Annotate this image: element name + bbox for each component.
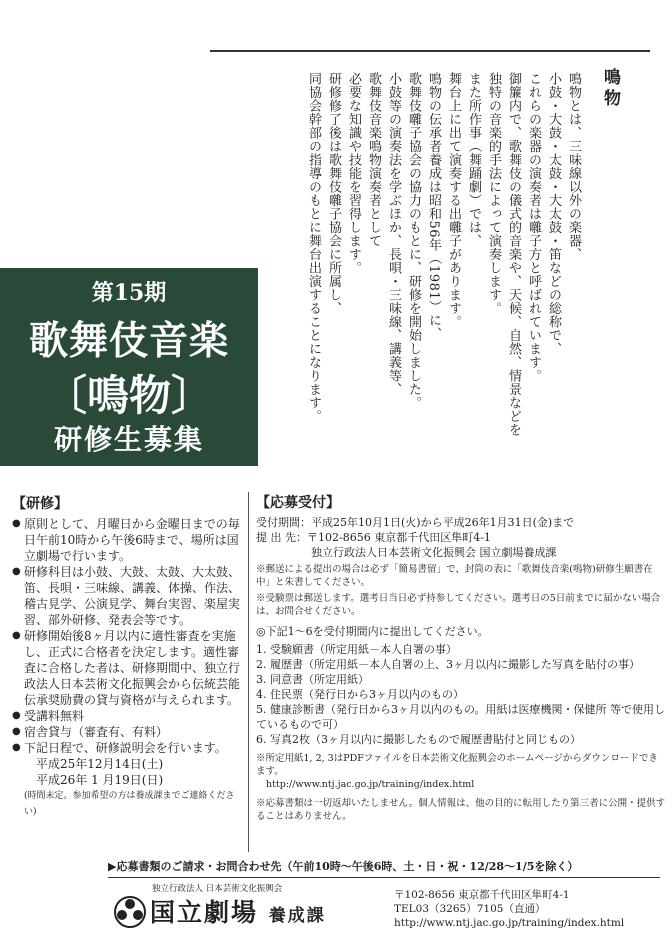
privacy-note: ※応募書類は一切返却いたしません。個人情報は、他の目的に転用したり第三者に公開・提供することはありません。 — [256, 798, 666, 822]
training-item: ● 下記日程で、研修説明会を行います。 — [12, 740, 242, 756]
footer-address-block — [394, 888, 624, 930]
period-value: 平成25年10月1日(火)から平成26年1月31日(金)まで — [311, 516, 575, 529]
period-label: 受付期間： — [256, 516, 311, 529]
banner-subtitle: 〔鳴物〕 — [44, 371, 213, 420]
dest-org: 独立行政法人日本芸術文化振興会 国立劇場養成課 — [311, 546, 557, 559]
contact-bar: ▶応募書類のご請求・お問合わせ先（午前10時〜午後6時、土・日・祝・12/28〜1/5を除く） — [108, 857, 660, 877]
training-item: ● 研修科目は小鼓、大鼓、太鼓、大太鼓、笛、長唄・三味線、講義、体操、作法、稽古見学、公演見学、舞台実習、楽屋実習、部外研修、発表会等です。 — [12, 564, 242, 628]
dest-label: 提 出 先： — [256, 531, 307, 544]
briefing-note: (時間未定。参加希望の方は養成課までご連絡ください) — [24, 791, 235, 817]
narimono-line: 御簾内で、歌舞伎の儀式的音楽や、天候、自然、情景などを — [506, 72, 521, 437]
doc-item: 6. 写真2枚（3ヶ月以内に撮影したもので履歴書貼付と同じもの） — [256, 733, 581, 746]
training-item: ● 宿舎貸与（審査有、有料） — [12, 724, 242, 740]
application-heading: 【応募受付】 — [256, 495, 340, 511]
footer-theatre — [150, 893, 326, 929]
doc-item: 5. 健康診断書（発行日から3ヶ月以内のもの。用紙は医療機関・保健所 等で使用しているもので可） — [256, 703, 666, 731]
narimono-line: 独特の音楽的手法によって演奏します。 — [486, 72, 501, 315]
dest-address: 〒102-8656 東京都千代田区隼町4-1 — [307, 531, 491, 544]
application-section — [256, 496, 666, 823]
doc-item: 4. 住民票（発行日から3ヶ月以内のもの） — [256, 688, 464, 701]
column-divider — [248, 492, 249, 852]
top-rule — [210, 50, 650, 52]
footer-org: 独立行政法人 日本芸術文化振興会 — [152, 884, 283, 894]
training-item: ● 原則として、月曜日から金曜日までの毎日午前10時から午後6時まで、場所は国立劇場で行います。 — [12, 516, 242, 564]
recruit-banner — [0, 268, 258, 466]
theatre-name: 国立劇場 — [150, 898, 259, 927]
briefing-date: 平成26年 1 月19日(日) — [36, 773, 164, 787]
narimono-line: また所作事（舞踊劇）では、 — [466, 72, 481, 248]
ticket-note: ※受験票は郵送します。選考日当日必ず持参してください。選考日の5日前までに届かない場合は、お問合せください。 — [256, 593, 661, 617]
pdf-note: ※所定用紙1, 2, 3はPDFファイルを日本芸術文化振興会のホームページからダウンロードできます。 — [256, 753, 658, 777]
narimono-line: 小鼓等の演奏法を学ぶほか、長唄・三味線、講義等、 — [386, 72, 401, 396]
narimono-title: 鳴物 — [600, 68, 620, 110]
narimono-line: 鳴物とは、三味線以外の楽器、 — [566, 72, 581, 261]
narimono-line: 同協会幹部の指導のもとに舞台出演することになります。 — [306, 72, 321, 423]
narimono-line: 研修修了後は歌舞伎囃子協会に所属し、 — [326, 72, 341, 315]
footer-address: 〒102-8656 東京都千代田区隼町4-1 — [394, 889, 570, 901]
doc-item: 3. 同意書（所定用紙） — [256, 673, 369, 686]
banner-title: 歌舞伎音楽 — [28, 318, 229, 364]
doc-item: 1. 受験願書（所定用紙－本人自署の事） — [256, 643, 457, 656]
dept-name: 養成課 — [268, 906, 326, 926]
footer-tel: TEL03（3265）7105（直通） — [394, 903, 546, 915]
footer-rule — [108, 877, 660, 878]
narimono-line: 舞台上に出て演奏する出囃子があります。 — [446, 72, 461, 329]
training-heading: 【研修】 — [12, 496, 68, 512]
narimono-body — [290, 72, 580, 452]
narimono-line: 歌舞伎囃子協会の協力のもとに、研修を開始しました。 — [406, 72, 421, 410]
banner-recruit: 研修生募集 — [53, 423, 204, 456]
narimono-line: 必要な知識や技能を習得します。 — [346, 72, 361, 275]
narimono-line: 歌舞伎音楽鳴物演奏者として — [366, 72, 381, 248]
narimono-line: 鳴物の伝承者養成は昭和56年（1981）に、 — [426, 72, 441, 341]
briefing-date: 平成25年12月14日(土) — [36, 757, 164, 771]
narimono-line: 小鼓・大鼓・太鼓・大太鼓・笛などの総称で、 — [546, 72, 561, 356]
training-section — [12, 496, 242, 820]
training-item: ● 研修開始後8ヶ月以内に適性審査を実施し、正式に合格者を決定します。適性審査に合格した者は、研修期間中、独立行政法人日本芸術文化振興会から伝統芸能伝承奨励費の貸与資格が与えられます。 — [12, 628, 242, 708]
training-item: ● 受講料無料 — [12, 708, 242, 724]
banner-term: 第15期 — [91, 280, 167, 306]
theatre-emblem-icon — [113, 895, 147, 929]
pdf-url[interactable]: http://www.ntj.jac.go.jp/training/index.html — [266, 779, 475, 790]
submit-instruction: ◎下記1〜6を受付期間内に提出してください。 — [256, 625, 489, 638]
mail-note: ※郵送による提出の場合は必ず「簡易書留」で、封筒の表に「歌舞伎音楽(鳴物)研修生願書在中」と朱書してください。 — [256, 564, 653, 588]
footer-url[interactable]: http://www.ntj.jac.go.jp/training/index.html — [394, 917, 625, 929]
doc-item: 2. 履歴書（所定用紙－本人自署の上、3ヶ月以内に撮影した写真を貼付の事） — [256, 658, 640, 671]
narimono-line: これらの楽器の演奏者は囃子方と呼ばれています。 — [526, 72, 541, 383]
